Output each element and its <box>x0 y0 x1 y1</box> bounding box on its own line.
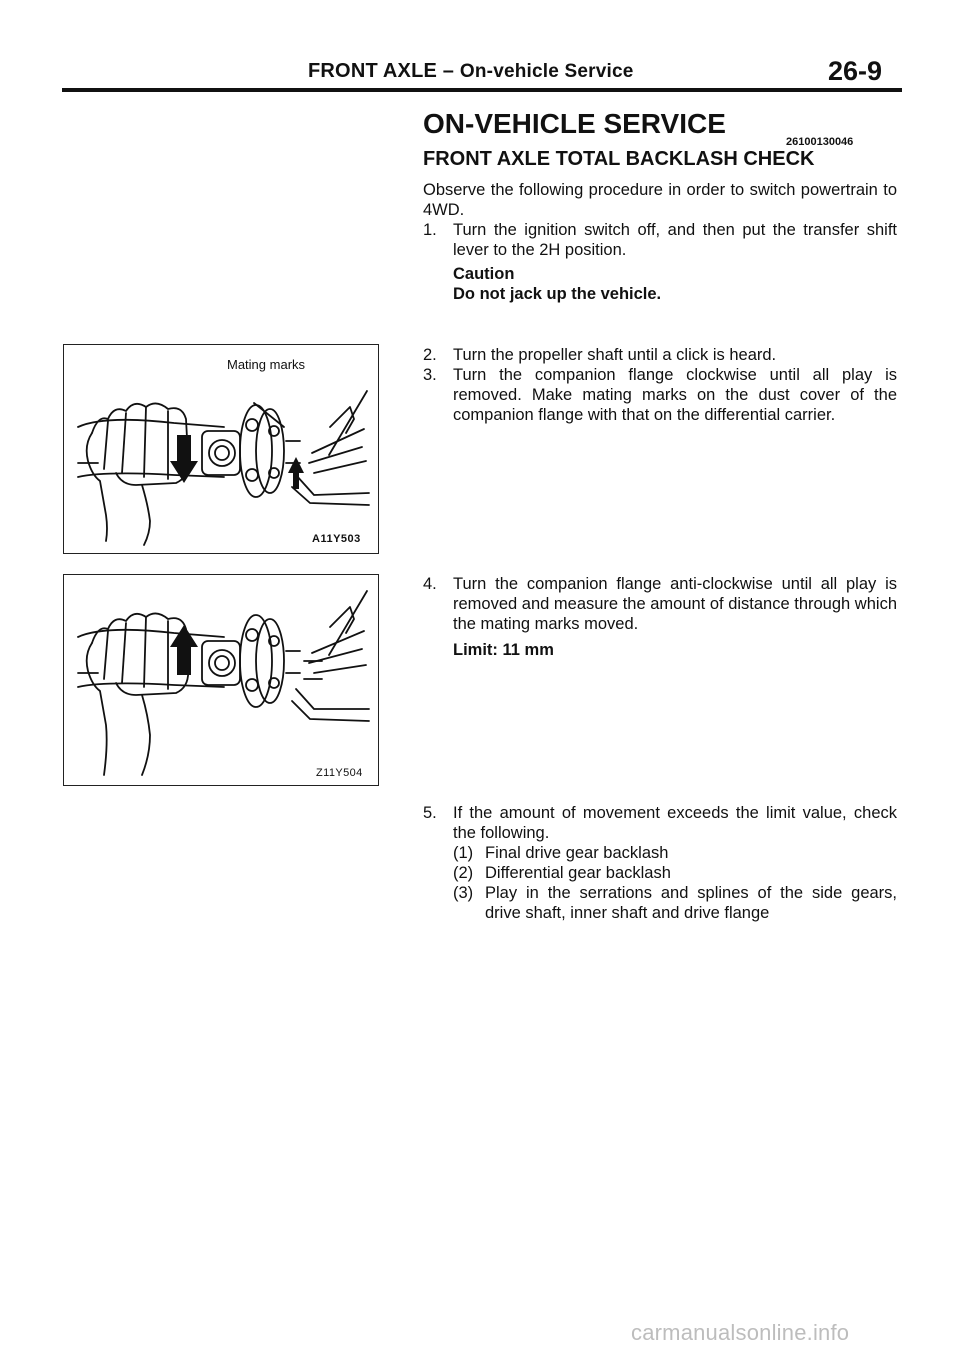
footer-watermark: carmanualsonline.info <box>631 1320 850 1345</box>
step-3 <box>423 365 897 425</box>
figure-anticlockwise <box>63 574 379 786</box>
figure-mating-marks <box>63 344 379 554</box>
step-2 <box>423 345 897 365</box>
step-4 <box>423 574 897 634</box>
section-title: ON-VEHICLE SERVICE <box>423 108 726 139</box>
header-title: FRONT AXLE <box>308 60 438 82</box>
step-2-number: 2. <box>423 346 437 364</box>
running-header <box>308 60 634 83</box>
check-2 <box>453 863 897 883</box>
sub-heading: FRONT AXLE TOTAL BACKLASH CHECK <box>423 148 815 170</box>
check-2-number: (2) <box>453 864 474 882</box>
figure-2-illustration <box>64 575 378 785</box>
check-3 <box>453 883 897 923</box>
step-2-text: Turn the propeller shaft until a click is heard. <box>453 346 777 364</box>
figure-2-code: Z11Y504 <box>316 767 363 779</box>
step-1 <box>423 220 897 260</box>
step-3-text: Turn the companion flange clockwise until all play is removed. Make mating marks on the dust cover of the companion flange with that on the differential carrier. <box>453 366 897 424</box>
check-1-text: Final drive gear backlash <box>485 844 669 862</box>
page-number: 26-9 <box>828 56 883 86</box>
header-dash: – <box>442 60 455 82</box>
step-3-number: 3. <box>423 366 437 384</box>
header-rule <box>62 88 902 92</box>
figure-1-label: Mating marks <box>227 357 306 372</box>
figure-1-illustration <box>64 345 378 553</box>
check-2-text: Differential gear backlash <box>485 864 671 882</box>
check-1-number: (1) <box>453 844 474 862</box>
caution-title: Caution <box>453 265 515 283</box>
figure-1-code: A11Y503 <box>312 533 361 545</box>
caution-text: Do not jack up the vehicle. <box>453 285 662 303</box>
step-4-text: Turn the companion flange anti-clockwise until all play is removed and measure the amount of distance through which the mating marks moved. <box>453 575 897 633</box>
step-1-number: 1. <box>423 221 437 239</box>
limit-value: Limit: 11 mm <box>453 641 554 659</box>
step-5 <box>423 803 897 843</box>
step-5-text: If the amount of movement exceeds the limit value, check the following. <box>453 804 897 842</box>
section-code: 26100130046 <box>786 136 854 148</box>
check-3-number: (3) <box>453 884 474 902</box>
check-1 <box>453 843 897 863</box>
intro-paragraph: Observe the following procedure in order to switch powertrain to 4WD. <box>423 181 897 219</box>
check-3-text: Play in the serrations and splines of the side gears, drive shaft, inner shaft and drive flange <box>485 884 897 922</box>
step-4-number: 4. <box>423 575 437 593</box>
step-5-number: 5. <box>423 804 437 822</box>
step-1-text: Turn the ignition switch off, and then put the transfer shift lever to the 2H position. <box>453 221 897 259</box>
header-subtitle: On-vehicle Service <box>459 61 634 82</box>
